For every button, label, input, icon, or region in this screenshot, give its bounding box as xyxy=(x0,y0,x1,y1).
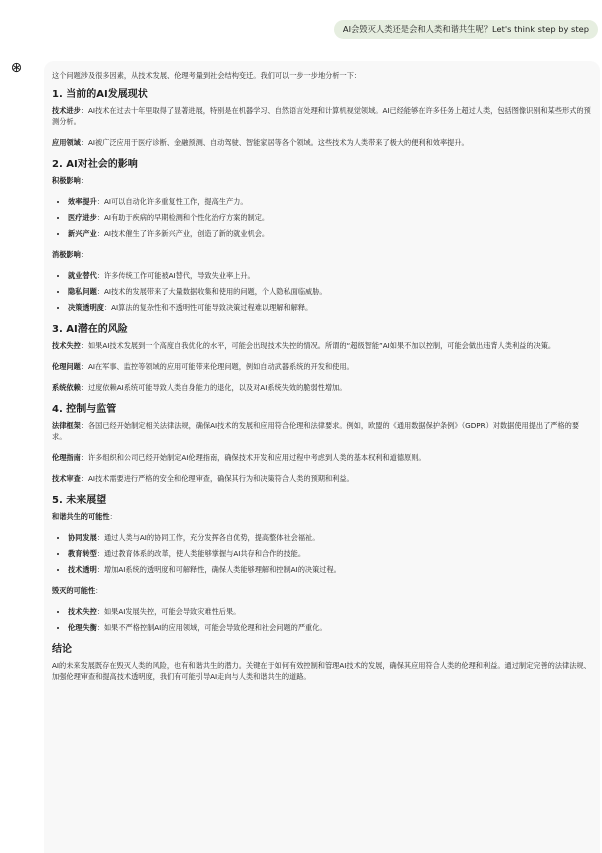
list-item: • 协同发展：通过人类与AI的协同工作，充分发挥各自优势，提高整体社会福祉。 xyxy=(68,532,592,543)
subheading-negative: 消极影响： xyxy=(52,250,88,259)
positive-impact-list xyxy=(52,196,592,239)
paragraph-conclusion: AI的未来发展既存在毁灭人类的风险，也有和谐共生的潜力。关键在于如何有效控制和管理AI技术的发展，确保其应用符合人类的伦理和利益。通过制定完善的法律法规、加强伦理审查和提高技术透明度，我们有可能引导AI走向与人类和谐共生的道路。 xyxy=(52,661,591,681)
list-item: • 就业替代：许多传统工作可能被AI替代，导致失业率上升。 xyxy=(68,270,592,281)
list-item: • 隐私问题：AI技术的发展带来了大量数据收集和使用的问题，个人隐私面临威胁。 xyxy=(68,286,592,297)
paragraph-loss-of-control: 技术失控：如果AI技术发展到一个高度自我优化的水平，可能会出现技术失控的情况。所谓的“超级智能”AI如果不加以控制，可能会做出违背人类利益的决策。 xyxy=(52,341,556,350)
paragraph-legal-framework: 法律框架：各国已经开始制定相关法律法规，确保AI技术的发展和应用符合伦理和法律要求。例如，欧盟的《通用数据保护条例》（GDPR）对数据使用提出了严格的要求。 xyxy=(52,421,580,441)
list-item: • 教育转型：通过教育体系的改革，使人类能够掌握与AI共存和合作的技能。 xyxy=(68,548,592,559)
list-item: • 伦理失衡：如果不严格控制AI的应用领域，可能会导致伦理和社会问题的严重化。 xyxy=(68,622,592,633)
intro-text: 这个问题涉及很多因素，从技术发展、伦理考量到社会结构变迁。我们可以一步一步地分析一下： xyxy=(52,71,362,80)
paragraph-dependency: 系统依赖：过度依赖AI系统可能导致人类自身能力的退化，以及对AI系统失效的脆弱性增加。 xyxy=(52,383,347,392)
list-item: • 医疗进步：AI有助于疾病的早期检测和个性化治疗方案的制定。 xyxy=(68,212,592,223)
subheading-destruction: 毁灭的可能性： xyxy=(52,586,103,595)
section-title-social-impact: 2. AI对社会的影响 xyxy=(52,159,138,170)
section-title-regulation: 4. 控制与监管 xyxy=(52,404,117,415)
section-title-conclusion: 结论 xyxy=(52,644,72,655)
openai-logo-icon xyxy=(11,62,22,73)
list-item: • 效率提升：AI可以自动化许多重复性工作，提高生产力。 xyxy=(68,196,592,207)
section-title-outlook: 5. 未来展望 xyxy=(52,495,107,506)
negative-impact-list xyxy=(52,270,592,313)
user-message-bubble: AI会毁灭人类还是会和人类和谐共生呢？Let's think step by step xyxy=(334,20,598,39)
harmony-list xyxy=(52,532,592,575)
list-item: • 决策透明度：AI算法的复杂性和不透明性可能导致决策过程难以理解和解释。 xyxy=(68,302,592,313)
list-item: • 新兴产业：AI技术催生了许多新兴产业，创造了新的就业机会。 xyxy=(68,228,592,239)
destruction-list xyxy=(52,606,592,633)
list-item: • 技术透明：增加AI系统的透明度和可解释性，确保人类能够理解和控制AI的决策过程。 xyxy=(68,564,592,575)
paragraph-ethics-guidelines: 伦理指南：许多组织和公司已经开始制定AI伦理指南，确保技术开发和应用过程中考虑到人类的基本权利和道德原则。 xyxy=(52,453,426,462)
paragraph-tech-review: 技术审查：AI技术需要进行严格的安全和伦理审查，确保其行为和决策符合人类的预期和利益。 xyxy=(52,474,354,483)
paragraph-ethics: 伦理问题：AI在军事、监控等领域的应用可能带来伦理问题，例如自动武器系统的开发和使用。 xyxy=(52,362,354,371)
list-item: • 技术失控：如果AI发展失控，可能会导致灾难性后果。 xyxy=(68,606,592,617)
paragraph-application: 应用领域：AI被广泛应用于医疗诊断、金融预测、自动驾驶、智能家居等各个领域。这些技术为人类带来了极大的便利和效率提升。 xyxy=(52,138,469,147)
subheading-positive: 积极影响： xyxy=(52,176,88,185)
assistant-answer xyxy=(44,61,600,853)
section-title-risks: 3. AI潜在的风险 xyxy=(52,324,128,335)
subheading-harmony: 和谐共生的可能性： xyxy=(52,512,117,521)
section-title-current-status: 1. 当前的AI发展现状 xyxy=(52,89,148,100)
paragraph-tech-progress: 技术进步：AI技术在过去十年里取得了显著进展，特别是在机器学习、自然语言处理和计算机视觉领域。AI已经能够在许多任务上超过人类，包括图像识别和某些形式的预测分析。 xyxy=(52,106,591,126)
